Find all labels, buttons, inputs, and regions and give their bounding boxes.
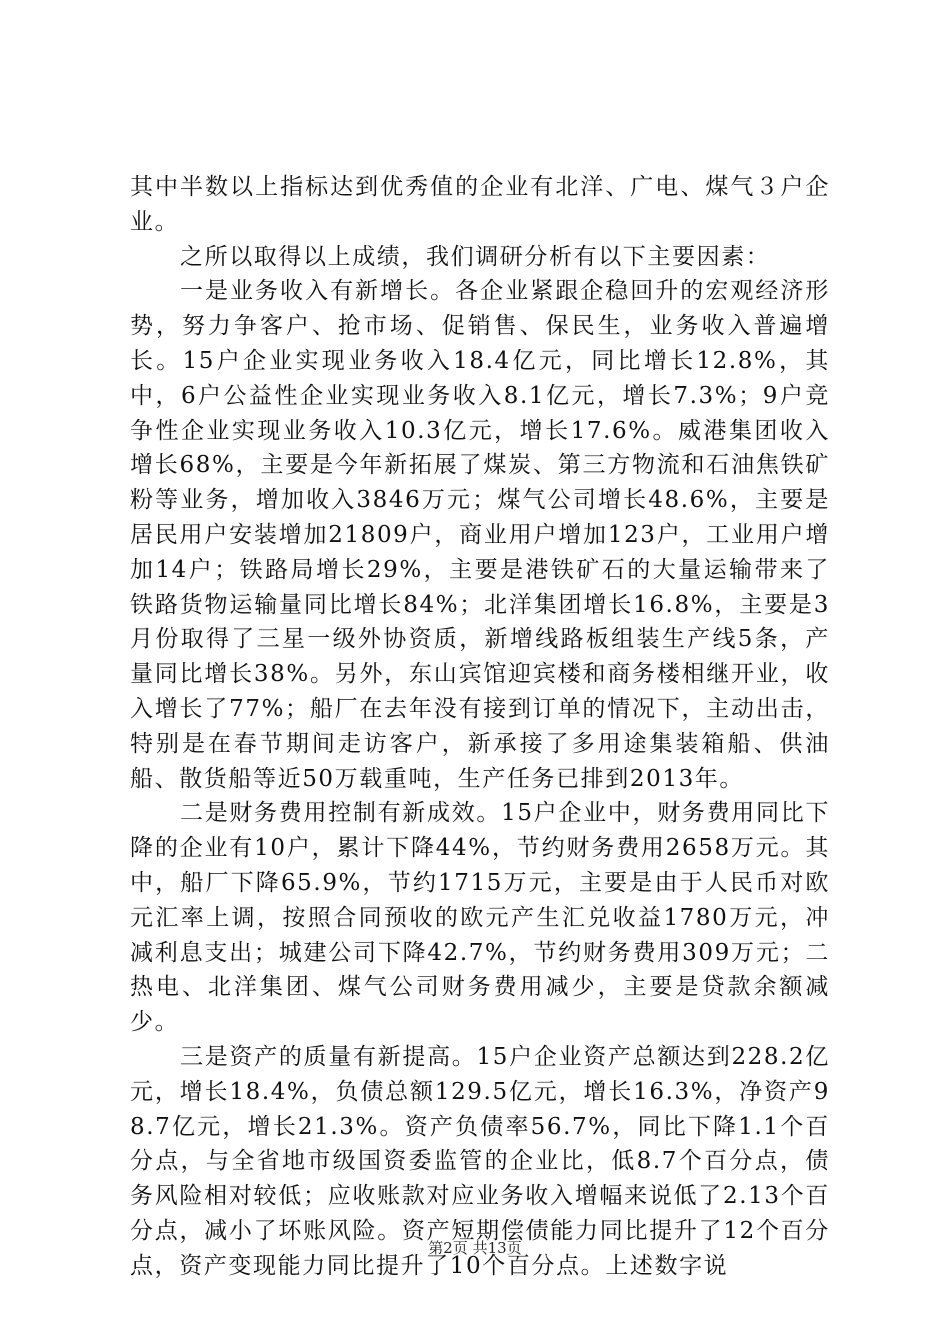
paragraph-revenue-growth: 一是业务收入有新增长。各企业紧跟企稳回升的宏观经济形势，努力争客户、抢市场、促销售、保民生，业务收入普遍增长。15户企业实现业务收入18.4亿元，同比增长12.8%，其中，6户公益性企业实现业务收入8.1亿元，增长7.3%；9户竞争性企业实现业务收入10.3亿元，增长17.6%。威港集团收入增长68%，主要是今年新拓展了煤炭、第三方物流和石油焦铁矿粉等业务，增加收入3846万元；煤气公司增长48.6%，主要是居民用户安装增加21809户，商业用户增加123户，工业用户增加14户；铁路局增长29%，主要是港铁矿石的大量运输带来了铁路货物运输量同比增长84%；北洋集团增长16.8%，主要是3月份取得了三星一级外协资质，新增线路板组装生产线5条，产量同比增长38%。另外，东山宾馆迎宾楼和商务楼相继开业，收入增长了77%；船厂在去年没有接到订单的情况下，主动出击，特别是在春节期间走访客户，新承接了多用途集装箱船、供油船、散货船等近50万载重吨，生产任务已排到2013年。 xyxy=(130,278,830,792)
paragraph-factors-intro: 之所以取得以上成绩，我们调研分析有以下主要因素： xyxy=(180,243,771,270)
paragraph-continuation: 其中半数以上指标达到优秀值的企业有北洋、广电、煤气３户企业。 xyxy=(130,174,830,235)
paragraph-asset-quality: 三是资产的质量有新提高。15户企业资产总额达到228.2亿元，增长18.4%，负债总额129.5亿元，增长16.3%，净资产98.7亿元，增长21.3%。资产负债率56.7%，同比下降1.1个百分点，与全省地市级国资委监管的企业比，低8.7个百分点，债务风险相对较低；应收账款对应业务收入增幅来说低了2.13个百分点，减小了坏账风险。资产短期偿债能力同比提升了12个百分点，资产变现能力同比提升了10个百分点。上述数字说 xyxy=(130,1043,830,1279)
page-footer: 第2页 共13页 xyxy=(428,1239,522,1257)
document-body xyxy=(130,170,830,1284)
paragraph-financial-cost: 二是财务费用控制有新成效。15户企业中，财务费用同比下降的企业有10户，累计下降44%，节约财务费用2658万元。其中，船厂下降65.9%，节约1715万元，主要是由于人民币对欧元汇率上调，按照合同预收的欧元产生汇兑收益1780万元，冲减利息支出；城建公司下降42.7%，节约财务费用309万元；二热电、北洋集团、煤气公司财务费用减少，主要是贷款余额减少。 xyxy=(130,800,830,1036)
